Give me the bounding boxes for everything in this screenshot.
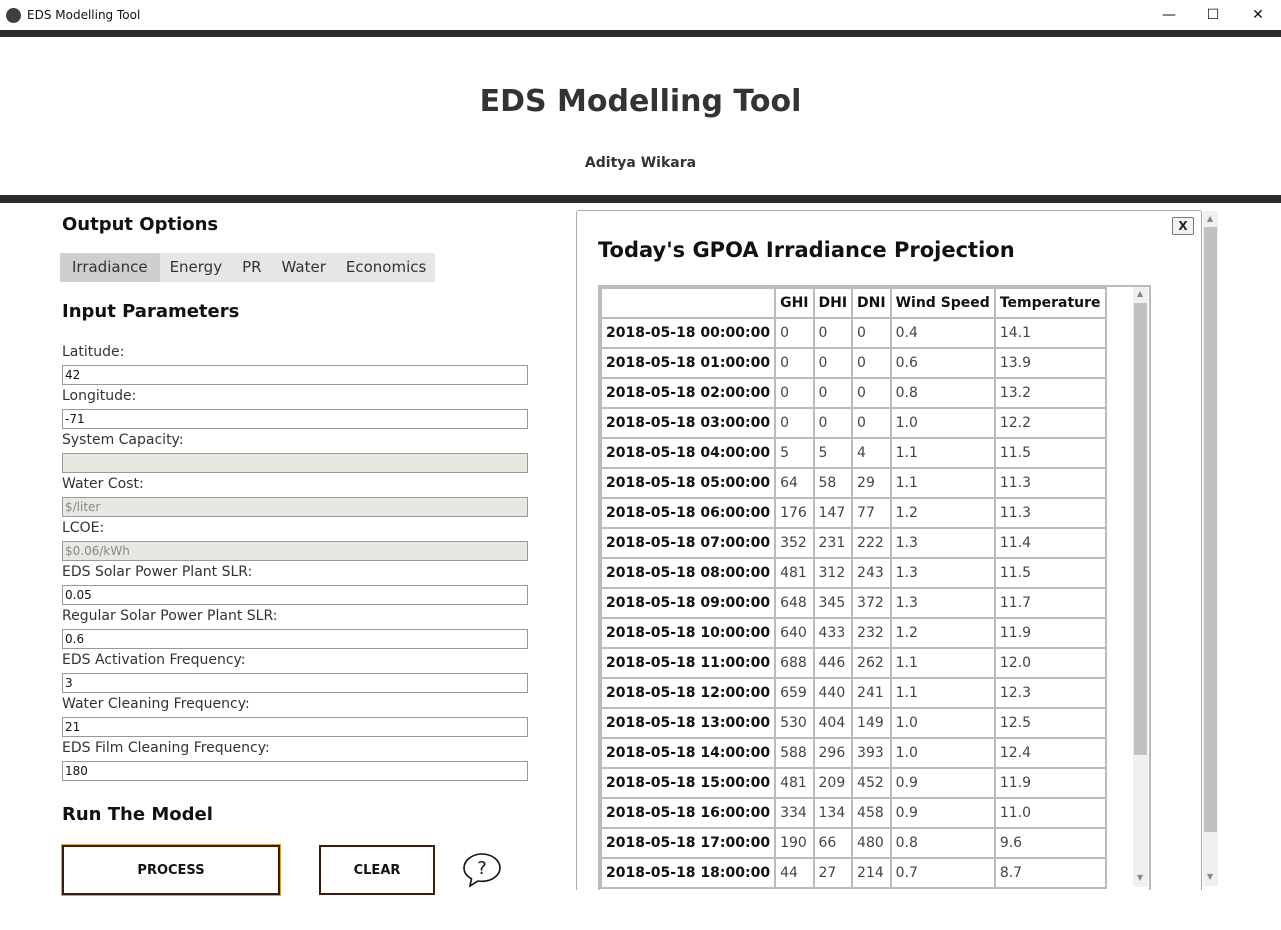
table-cell: 13.9 — [995, 348, 1106, 378]
lcoe-label: LCOE: — [62, 520, 105, 536]
table-row — [601, 528, 1106, 558]
lcoe-placeholder: $0.06/kWh — [65, 544, 130, 558]
table-cell: 640 — [775, 618, 813, 648]
table-cell: 1.3 — [891, 588, 995, 618]
table-cell: 480 — [852, 828, 891, 858]
table-row — [601, 468, 1106, 498]
output-options-heading: Output Options — [62, 214, 219, 235]
header-top-divider — [0, 30, 1281, 37]
table-row — [601, 558, 1106, 588]
eds-activation-frequency-input[interactable] — [62, 673, 528, 693]
table-cell: 0 — [852, 378, 891, 408]
table-row — [601, 828, 1106, 858]
table-cell: 446 — [814, 648, 853, 678]
regular-solar-power-plant-slr-value: 0.6 — [65, 632, 85, 646]
column-header: DNI — [852, 288, 891, 318]
table-row — [601, 648, 1106, 678]
regular-solar-power-plant-slr-input[interactable] — [62, 629, 528, 649]
table-cell: 12.2 — [995, 408, 1106, 438]
table-cell: 11.3 — [995, 498, 1106, 528]
table-row — [601, 678, 1106, 708]
table-cell: 0 — [775, 408, 813, 438]
scroll-down-arrow-icon[interactable]: ▼ — [1137, 873, 1144, 882]
window-titlebar — [0, 0, 1281, 30]
timestamp-cell: 2018-05-18 01:00:00 — [601, 348, 775, 378]
timestamp-cell: 2018-05-18 09:00:00 — [601, 588, 775, 618]
table-cell: 372 — [852, 588, 891, 618]
eds-film-cleaning-frequency-input[interactable] — [62, 761, 528, 781]
table-cell: 0.8 — [891, 828, 995, 858]
tab-irradiance[interactable]: Irradiance — [60, 253, 160, 282]
timestamp-cell: 2018-05-18 11:00:00 — [601, 648, 775, 678]
table-cell: 262 — [852, 648, 891, 678]
water-cleaning-frequency-label: Water Cleaning Frequency: — [62, 696, 250, 712]
regular-solar-power-plant-slr-label: Regular Solar Power Plant SLR: — [62, 608, 278, 624]
latitude-input[interactable] — [62, 365, 528, 385]
clear-button[interactable]: CLEAR — [319, 845, 435, 895]
table-cell: 209 — [814, 768, 853, 798]
water-cost-label: Water Cost: — [62, 476, 144, 492]
table-cell: 588 — [775, 738, 813, 768]
table-row — [601, 858, 1106, 888]
table-row — [601, 378, 1106, 408]
table-cell: 1.1 — [891, 648, 995, 678]
table-cell: 345 — [814, 588, 853, 618]
panel-scroll-down-arrow-icon[interactable]: ▼ — [1207, 872, 1214, 881]
app-icon — [6, 8, 21, 23]
table-cell: 11.7 — [995, 588, 1106, 618]
longitude-label: Longitude: — [62, 388, 137, 404]
table-cell: 404 — [814, 708, 853, 738]
timestamp-cell: 2018-05-18 03:00:00 — [601, 408, 775, 438]
run-model-heading: Run The Model — [62, 804, 213, 825]
table-cell: 0.8 — [891, 378, 995, 408]
table-cell: 0.7 — [891, 858, 995, 888]
table-cell: 296 — [814, 738, 853, 768]
table-row — [601, 708, 1106, 738]
timestamp-cell: 2018-05-18 04:00:00 — [601, 438, 775, 468]
table-cell: 11.4 — [995, 528, 1106, 558]
timestamp-cell: 2018-05-18 13:00:00 — [601, 708, 775, 738]
table-scrollbar-thumb[interactable] — [1134, 303, 1147, 755]
table-cell: 0.4 — [891, 318, 995, 348]
page-title: EDS Modelling Tool — [479, 84, 802, 119]
lcoe-input[interactable] — [62, 541, 528, 561]
table-cell: 0 — [852, 318, 891, 348]
header-bottom-divider — [0, 195, 1281, 203]
table-cell: 0.6 — [891, 348, 995, 378]
table-cell: 0.9 — [891, 798, 995, 828]
timestamp-cell: 2018-05-18 08:00:00 — [601, 558, 775, 588]
table-cell: 12.0 — [995, 648, 1106, 678]
table-cell: 5 — [814, 438, 853, 468]
tab-economics[interactable]: Economics — [345, 258, 427, 276]
table-cell: 222 — [852, 528, 891, 558]
table-cell: 77 — [852, 498, 891, 528]
table-cell: 9.6 — [995, 828, 1106, 858]
timestamp-cell: 2018-05-18 17:00:00 — [601, 828, 775, 858]
timestamp-cell: 2018-05-18 14:00:00 — [601, 738, 775, 768]
table-row — [601, 498, 1106, 528]
table-cell: 648 — [775, 588, 813, 618]
table-cell: 11.5 — [995, 558, 1106, 588]
water-cleaning-frequency-input[interactable] — [62, 717, 528, 737]
table-cell: 27 — [814, 858, 853, 888]
table-cell: 452 — [852, 768, 891, 798]
timestamp-cell: 2018-05-18 12:00:00 — [601, 678, 775, 708]
tab-water[interactable]: Water — [281, 258, 326, 276]
table-scrollbar[interactable] — [1133, 287, 1148, 887]
eds-film-cleaning-frequency-value: 180 — [65, 764, 88, 778]
table-row — [601, 348, 1106, 378]
table-cell: 1.2 — [891, 618, 995, 648]
table-cell: 0 — [814, 378, 853, 408]
table-row — [601, 798, 1106, 828]
timestamp-cell: 2018-05-18 10:00:00 — [601, 618, 775, 648]
table-row — [601, 768, 1106, 798]
table-cell: 231 — [814, 528, 853, 558]
table-row — [601, 588, 1106, 618]
longitude-value: -71 — [65, 412, 85, 426]
table-cell: 334 — [775, 798, 813, 828]
table-cell: 5 — [775, 438, 813, 468]
table-cell: 1.3 — [891, 558, 995, 588]
table-cell: 458 — [852, 798, 891, 828]
table-cell: 13.2 — [995, 378, 1106, 408]
latitude-label: Latitude: — [62, 344, 125, 360]
table-cell: 433 — [814, 618, 853, 648]
author-name: Aditya Wikara — [584, 155, 697, 171]
maximize-button[interactable]: ☐ — [1206, 7, 1220, 23]
table-cell: 64 — [775, 468, 813, 498]
close-window-button[interactable]: ✕ — [1252, 7, 1264, 23]
table-cell: 232 — [852, 618, 891, 648]
eds-activation-frequency-value: 3 — [65, 676, 73, 690]
timestamp-cell: 2018-05-18 18:00:00 — [601, 858, 775, 888]
table-cell: 0.9 — [891, 768, 995, 798]
table-cell: 0 — [852, 408, 891, 438]
table-cell: 11.3 — [995, 468, 1106, 498]
table-cell: 1.2 — [891, 498, 995, 528]
help-icon[interactable] — [462, 851, 502, 893]
table-cell: 312 — [814, 558, 853, 588]
table-cell: 393 — [852, 738, 891, 768]
table-cell: 12.5 — [995, 708, 1106, 738]
timestamp-cell: 2018-05-18 06:00:00 — [601, 498, 775, 528]
table-cell: 0 — [775, 318, 813, 348]
input-parameters-heading: Input Parameters — [62, 301, 240, 322]
eds-activation-frequency-label: EDS Activation Frequency: — [62, 652, 246, 668]
table-cell: 11.9 — [995, 768, 1106, 798]
longitude-input[interactable] — [62, 409, 528, 429]
table-row — [601, 438, 1106, 468]
table-cell: 134 — [814, 798, 853, 828]
table-cell: 11.0 — [995, 798, 1106, 828]
table-row — [601, 408, 1106, 438]
window-title: EDS Modelling Tool — [27, 8, 141, 22]
table-cell: 243 — [852, 558, 891, 588]
latitude-value: 42 — [65, 368, 81, 382]
system-capacity-label: System Capacity: — [62, 432, 184, 448]
table-cell: 1.0 — [891, 738, 995, 768]
timestamp-cell: 2018-05-18 05:00:00 — [601, 468, 775, 498]
eds-film-cleaning-frequency-label: EDS Film Cleaning Frequency: — [62, 740, 270, 756]
minimize-button[interactable]: — — [1162, 7, 1176, 23]
table-cell: 14.1 — [995, 318, 1106, 348]
panel-scrollbar[interactable] — [1203, 211, 1218, 886]
table-cell: 214 — [852, 858, 891, 888]
table-cell: 688 — [775, 648, 813, 678]
table-cell: 352 — [775, 528, 813, 558]
table-cell: 12.4 — [995, 738, 1106, 768]
irradiance-table — [600, 287, 1107, 889]
results-title: Today's GPOA Irradiance Projection — [598, 238, 1015, 262]
table-cell: 481 — [775, 768, 813, 798]
table-cell: 1.1 — [891, 678, 995, 708]
scroll-up-arrow-icon[interactable]: ▲ — [1137, 289, 1144, 298]
table-row — [601, 618, 1106, 648]
table-cell: 659 — [775, 678, 813, 708]
timestamp-cell: 2018-05-18 07:00:00 — [601, 528, 775, 558]
table-cell: 481 — [775, 558, 813, 588]
column-header: Temperature — [995, 288, 1106, 318]
water-cleaning-frequency-value: 21 — [65, 720, 81, 734]
close-results-button[interactable]: X — [1172, 217, 1194, 235]
table-cell: 1.1 — [891, 438, 995, 468]
table-cell: 8.7 — [995, 858, 1106, 888]
table-cell: 29 — [852, 468, 891, 498]
panel-scroll-up-arrow-icon[interactable]: ▲ — [1207, 214, 1214, 223]
water-cost-input[interactable] — [62, 497, 528, 517]
table-cell: 0 — [814, 348, 853, 378]
table-cell: 1.3 — [891, 528, 995, 558]
system-capacity-input[interactable] — [62, 453, 528, 473]
table-cell: 147 — [814, 498, 853, 528]
process-button[interactable]: PROCESS — [62, 845, 280, 895]
table-cell: 241 — [852, 678, 891, 708]
timestamp-cell: 2018-05-18 02:00:00 — [601, 378, 775, 408]
table-cell: 4 — [852, 438, 891, 468]
table-cell: 149 — [852, 708, 891, 738]
table-cell: 0 — [814, 408, 853, 438]
output-tabs — [60, 253, 435, 282]
results-table-container — [598, 285, 1151, 890]
table-cell: 1.1 — [891, 468, 995, 498]
table-cell: 11.9 — [995, 618, 1106, 648]
table-cell: 12.3 — [995, 678, 1106, 708]
panel-scrollbar-thumb[interactable] — [1204, 227, 1217, 832]
timestamp-cell: 2018-05-18 16:00:00 — [601, 798, 775, 828]
timestamp-cell: 2018-05-18 00:00:00 — [601, 318, 775, 348]
svg-text:?: ? — [477, 858, 487, 879]
table-cell: 190 — [775, 828, 813, 858]
table-cell: 0 — [775, 348, 813, 378]
eds-solar-power-plant-slr-input[interactable] — [62, 585, 528, 605]
column-header: Wind Speed — [891, 288, 995, 318]
table-cell: 1.0 — [891, 708, 995, 738]
tab-pr[interactable]: PR — [242, 258, 262, 276]
tab-energy[interactable]: Energy — [169, 258, 223, 276]
column-header — [601, 288, 775, 318]
table-cell: 1.0 — [891, 408, 995, 438]
column-header: GHI — [775, 288, 813, 318]
table-cell: 530 — [775, 708, 813, 738]
table-cell: 66 — [814, 828, 853, 858]
eds-solar-power-plant-slr-value: 0.05 — [65, 588, 92, 602]
table-cell: 0 — [814, 318, 853, 348]
water-cost-placeholder: $/liter — [65, 500, 101, 514]
timestamp-cell: 2018-05-18 15:00:00 — [601, 768, 775, 798]
table-cell: 11.5 — [995, 438, 1106, 468]
table-cell: 44 — [775, 858, 813, 888]
eds-solar-power-plant-slr-label: EDS Solar Power Plant SLR: — [62, 564, 253, 580]
table-row — [601, 318, 1106, 348]
table-row — [601, 738, 1106, 768]
table-cell: 0 — [775, 378, 813, 408]
column-header: DHI — [814, 288, 853, 318]
table-cell: 440 — [814, 678, 853, 708]
table-cell: 0 — [852, 348, 891, 378]
table-cell: 58 — [814, 468, 853, 498]
table-cell: 176 — [775, 498, 813, 528]
